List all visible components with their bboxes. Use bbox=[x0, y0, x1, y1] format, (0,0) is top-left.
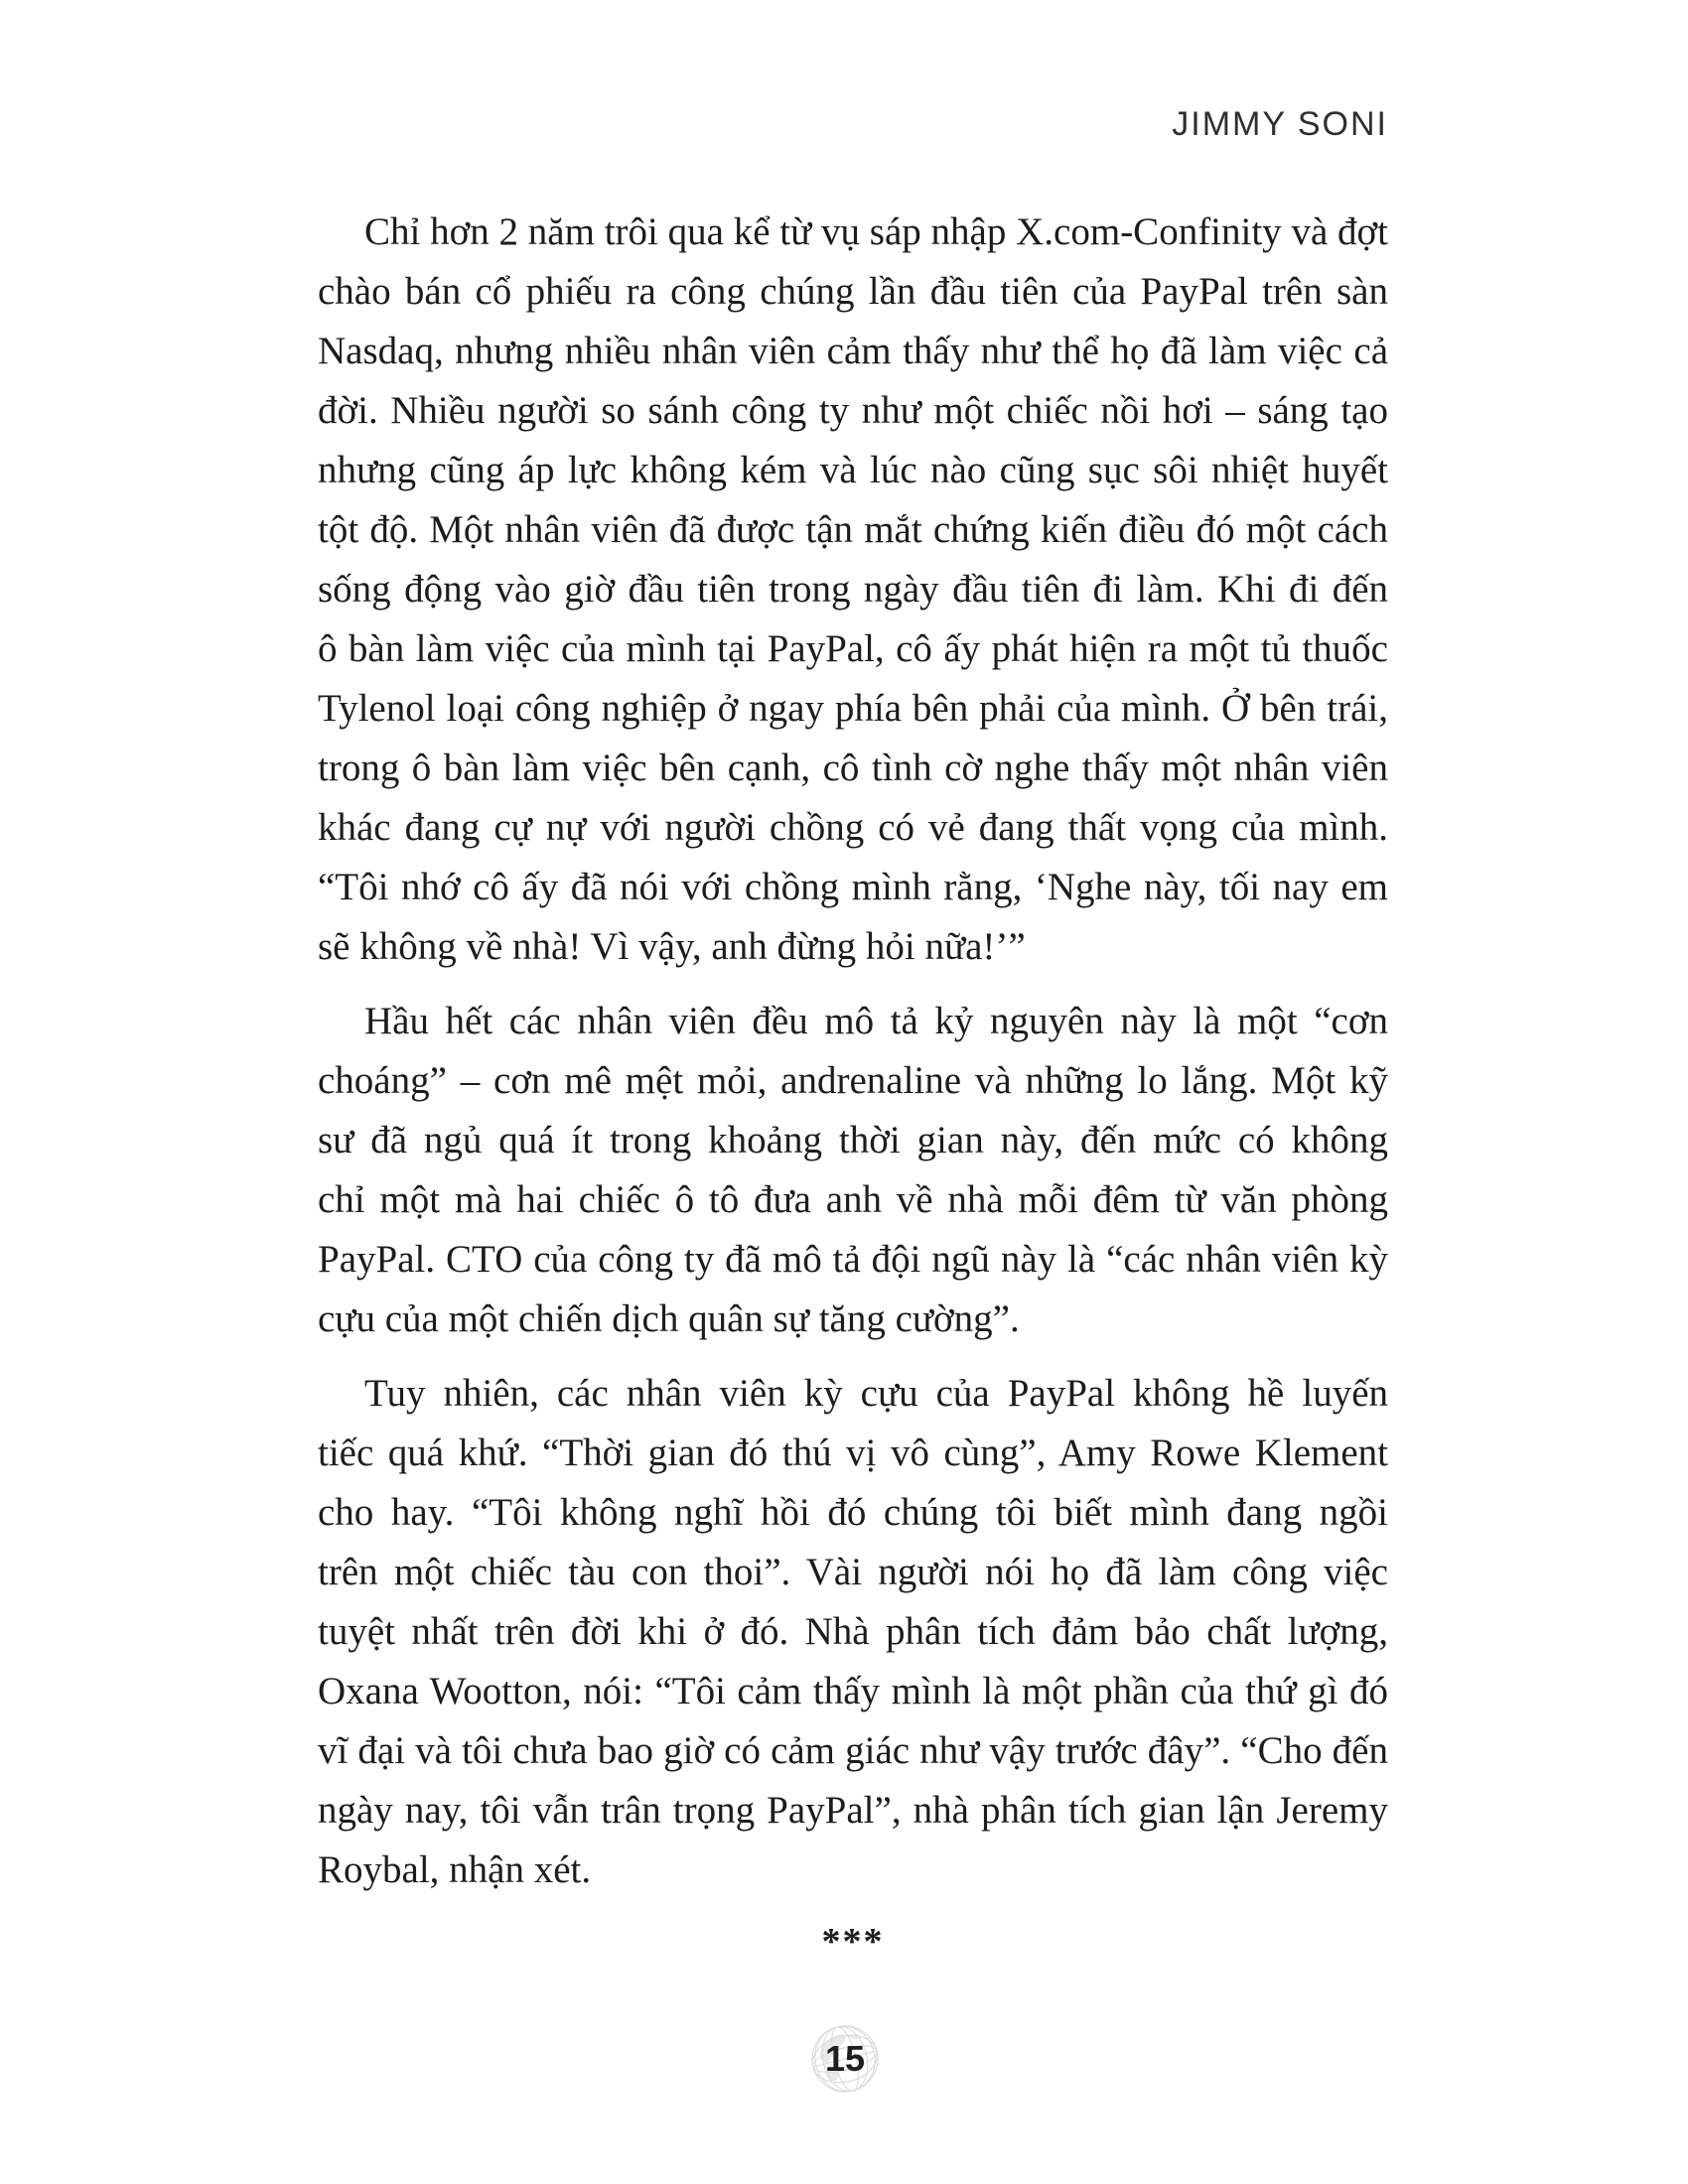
text-line: Tylenol loại công nghiệp ở ngay phía bên phải của mình. Ở bên trái, bbox=[318, 687, 1388, 730]
section-separator: *** bbox=[821, 1921, 885, 1963]
text-line: tiếc quá khứ. “Thời gian đó thú vị vô cùng”, Amy Rowe Klement bbox=[318, 1432, 1388, 1474]
text-line: sư đã ngủ quá ít trong khoảng thời gian này, đến mức có không bbox=[318, 1119, 1388, 1161]
text-line: trong ô bàn làm việc bên cạnh, cô tình cờ nghe thấy một nhân viên bbox=[318, 747, 1388, 789]
page-header bbox=[318, 105, 1388, 144]
text-line: vĩ đại và tôi chưa bao giờ có cảm giác như vậy trước đây”. “Cho đến bbox=[318, 1729, 1388, 1772]
text-line: đời. Nhiều người so sánh công ty như một chiếc nồi hơi – sáng tạo bbox=[318, 389, 1388, 432]
body-text bbox=[318, 203, 1388, 1900]
text-line: tuyệt nhất trên đời khi ở đó. Nhà phân tích đảm bảo chất lượng, bbox=[318, 1610, 1388, 1653]
paragraph bbox=[318, 1364, 1388, 1900]
text-line: Chỉ hơn 2 năm trôi qua kể từ vụ sáp nhập X.com-Confinity và đợt bbox=[364, 210, 1388, 253]
text-line: ngày nay, tôi vẫn trân trọng PayPal”, nhà phân tích gian lận Jeremy bbox=[318, 1789, 1388, 1832]
text-line: trên một chiếc tàu con thoi”. Vài người nói họ đã làm công việc bbox=[318, 1551, 1388, 1593]
text-line: Oxana Wootton, nói: “Tôi cảm thấy mình là một phần của thứ gì đó bbox=[318, 1670, 1388, 1712]
text-line: sẽ không về nhà! Vì vậy, anh đừng hỏi nữa!’” bbox=[318, 925, 1026, 968]
paragraph bbox=[318, 203, 1388, 977]
author-name: JIMMY SONI bbox=[1172, 105, 1388, 143]
text-line: tột độ. Một nhân viên đã được tận mắt chứng kiến điều đó một cách bbox=[318, 508, 1388, 551]
text-line: Tuy nhiên, các nhân viên kỳ cựu của PayPal không hề luyến bbox=[364, 1372, 1388, 1415]
text-line: khác đang cự nự với người chồng có vẻ đang thất vọng của mình. bbox=[318, 806, 1388, 849]
page-number-globe bbox=[809, 2023, 881, 2095]
text-line: PayPal. CTO của công ty đã mô tả đội ngũ này là “các nhân viên kỳ bbox=[318, 1238, 1388, 1281]
text-line: cựu của một chiến dịch quân sự tăng cường”. bbox=[318, 1297, 1020, 1340]
text-line: Roybal, nhận xét. bbox=[318, 1848, 592, 1891]
page-number: 15 bbox=[824, 2038, 866, 2079]
text-line: “Tôi nhớ cô ấy đã nói với chồng mình rằng, ‘Nghe này, tối nay em bbox=[318, 866, 1388, 908]
text-line: nhưng cũng áp lực không kém và lúc nào cũng sục sôi nhiệt huyết bbox=[318, 449, 1388, 491]
text-line: sống động vào giờ đầu tiên trong ngày đầu tiên đi làm. Khi đi đến bbox=[318, 568, 1388, 611]
text-line: cho hay. “Tôi không nghĩ hồi đó chúng tôi biết mình đang ngồi bbox=[318, 1491, 1388, 1534]
text-line: choáng” – cơn mê mệt mỏi, andrenaline và những lo lắng. Một kỹ bbox=[318, 1059, 1388, 1102]
text-line: chỉ một mà hai chiếc ô tô đưa anh về nhà mỗi đêm từ văn phòng bbox=[318, 1178, 1388, 1221]
text-line: Hầu hết các nhân viên đều mô tả kỷ nguyên này là một “cơn bbox=[364, 1000, 1388, 1042]
paragraph bbox=[318, 992, 1388, 1349]
text-line: chào bán cổ phiếu ra công chúng lần đầu tiên của PayPal trên sàn bbox=[318, 270, 1388, 313]
text-line: ô bàn làm việc của mình tại PayPal, cô ấy phát hiện ra một tủ thuốc bbox=[318, 627, 1388, 670]
text-line: Nasdaq, nhưng nhiều nhân viên cảm thấy như thể họ đã làm việc cả bbox=[318, 330, 1388, 372]
